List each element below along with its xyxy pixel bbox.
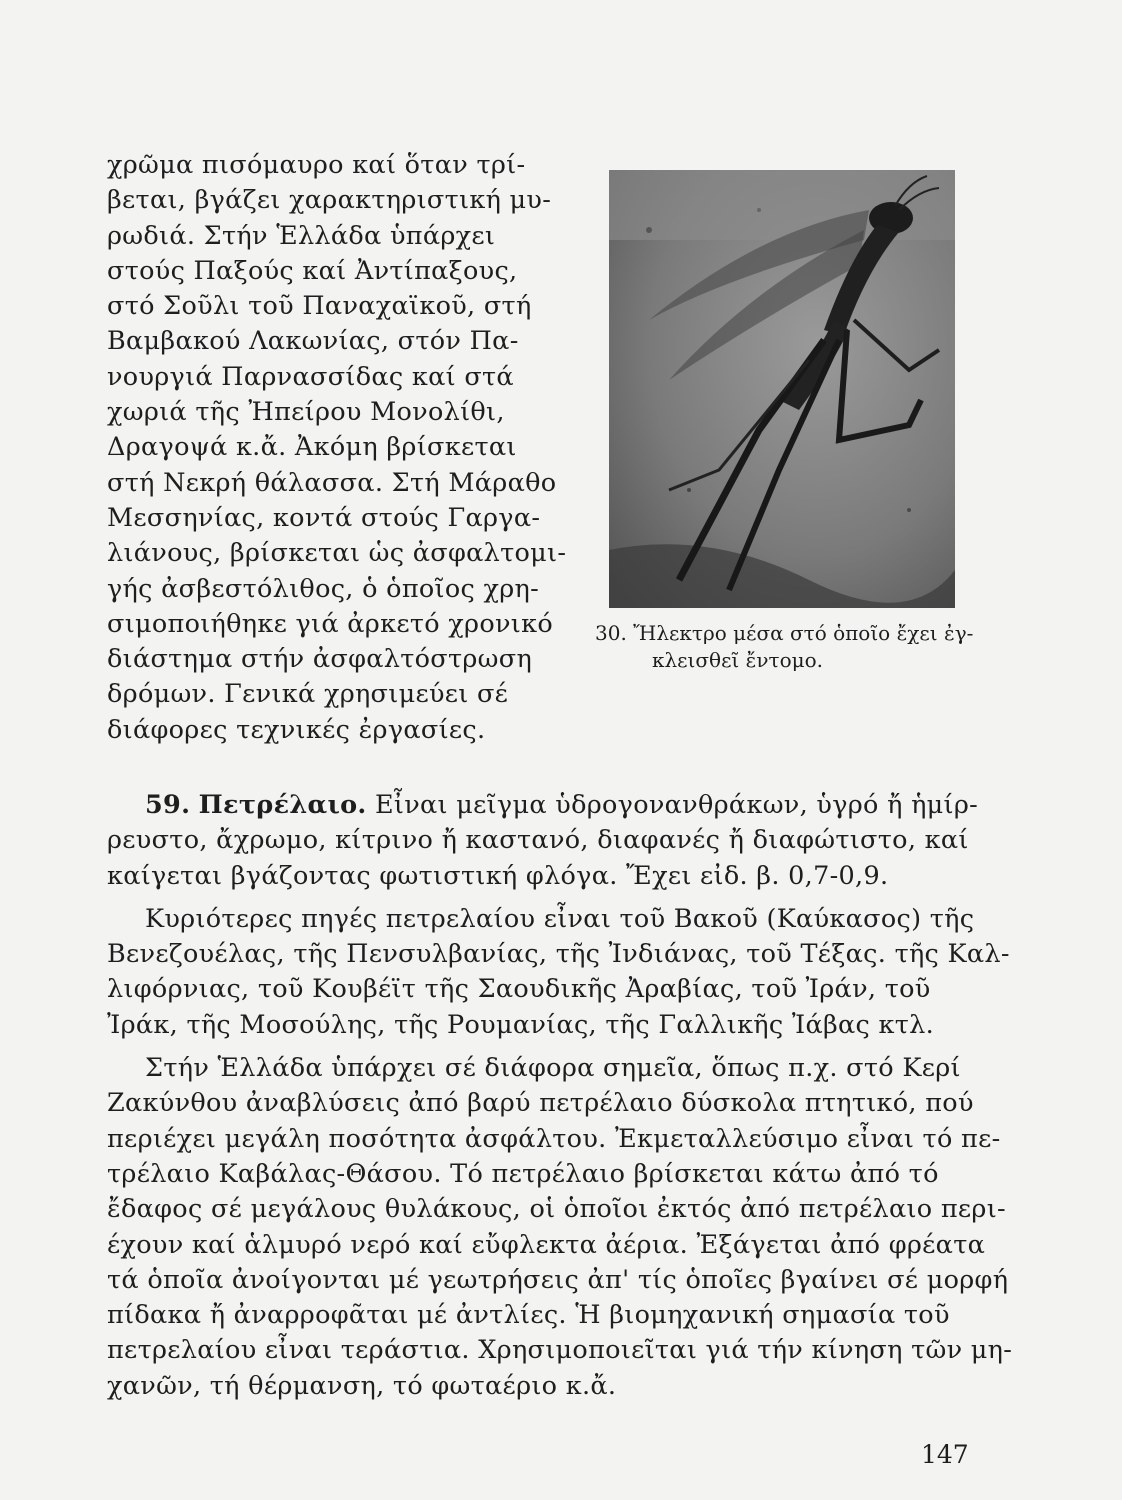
text-line: Κυριότερες πηγές πετρελαίου εἶναι τοῦ Βακοῦ (Καύκασος) τῆς — [145, 903, 975, 934]
text-line: τά ὁποῖα ἀνοίγονται μέ γεωτρήσεις ἀπ' τίς ὁποῖες βγαίνει σέ μορφή — [107, 1264, 1009, 1295]
text-line: στό Σοῦλι τοῦ Παναχαϊκοῦ, στή — [107, 291, 532, 322]
text-line: περιέχει μεγάλη ποσότητα ἀσφάλτου. Ἐκμεταλλεύσιμο εἶναι τό πε- — [107, 1123, 1001, 1154]
text-line: βεται, βγάζει χαρακτηριστική μυ- — [107, 185, 552, 216]
insect-in-amber-image — [609, 170, 955, 608]
amber-insect-photo — [609, 170, 955, 608]
text-line: ρωδιά. Στήν Ἑλλάδα ὑπάρχει — [107, 220, 496, 251]
text-line: Εἶναι μεῖγμα ὑδρογονανθράκων, ὑγρό ἤ ἡμίρ- — [375, 790, 979, 820]
caption-line: 30. Ἤλεκτρο μέσα στό ὁποῖο ἔχει ἐγ- — [595, 621, 974, 645]
text-line: γής ἀσβεστόλιθος, ὁ ὁποῖος χρη- — [107, 573, 540, 604]
text-line: καίγεται βγάζοντας φωτιστική φλόγα. Ἔχει εἰδ. β. 0,7-0,9. — [107, 860, 889, 891]
section-title: Πετρέλαιο. — [198, 790, 367, 820]
text-line: νουργιά Παρνασσίδας καί στά — [107, 361, 514, 392]
text-line: Ζακύνθου ἀναβλύσεις ἀπό βαρύ πετρέλαιο δύσκολα πτητικό, πού — [107, 1088, 974, 1119]
text-line: Βαμβακού Λακωνίας, στόν Πα- — [107, 326, 519, 357]
text-line: στή Νεκρή θάλασσα. Στή Μάραθο — [107, 467, 557, 498]
text-line: χρῶμα πισόμαυρο καί ὅταν τρί- — [107, 150, 526, 180]
text-line: Μεσσηνίας, κοντά στούς Γαργα- — [107, 502, 541, 533]
figure-caption — [595, 620, 985, 674]
page-number: 147 — [921, 1440, 969, 1469]
text-line: σιμοποιήθηκε γιά ἀρκετό χρονικό — [107, 608, 553, 639]
text-line: Βενεζουέλας, τῆς Πενσυλβανίας, τῆς Ἰνδιάνας, τοῦ Τέξας. τῆς Καλ- — [107, 939, 1010, 970]
text-line: ρευστο, ἄχρωμο, κίτρινο ἤ καστανό, διαφανές ἤ διαφώτιστο, καί — [107, 825, 969, 856]
section-heading-line — [107, 788, 979, 823]
text-line: χανῶν, τή θέρμανση, τό φωταέριο κ.ἄ. — [107, 1370, 617, 1401]
text-line: διάστημα στήν ἀσφαλτόστρωση — [107, 644, 533, 675]
text-line: στούς Παξούς καί Ἀντίπαξους, — [107, 255, 518, 286]
text-line: χωριά τῆς Ἠπείρου Μονολίθι, — [107, 397, 505, 428]
text-line: πετρελαίου εἶναι τεράστια. Χρησιμοποιεῖται γιά τήν κίνηση τῶν μη- — [107, 1335, 1013, 1366]
text-line: Στήν Ἑλλάδα ὑπάρχει σέ διάφορα σημεῖα, ὅπως π.χ. στό Κερί — [145, 1053, 961, 1084]
text-line: ἔδαφος σέ μεγάλους θυλάκους, οἱ ὁποῖοι ἐκτός ἀπό πετρέλαιο περι- — [107, 1194, 1006, 1225]
text-line: δρόμων. Γενικά χρησιμεύει σέ — [107, 679, 509, 710]
text-line: έχουν καί ἁλμυρό νερό καί εὔφλεκτα ἀέρια. Ἐξάγεται ἀπό φρέατα — [107, 1229, 986, 1260]
section-number: 59. — [145, 790, 191, 820]
text-line: Δραγοψά κ.ἄ. Ἀκόμη βρίσκεται — [107, 432, 517, 463]
left-column-text — [107, 148, 573, 748]
text-line: τρέλαιο Καβάλας-Θάσου. Τό πετρέλαιο βρίσκεται κάτω ἀπό τό — [107, 1158, 939, 1189]
text-line: λιάνους, βρίσκεται ὡς ἀσφαλτομι- — [107, 538, 567, 569]
text-line: λιφόρνιας, τοῦ Κουβέϊτ τῆς Σαουδικῆς Ἀραβίας, τοῦ Ἰράν, τοῦ — [107, 974, 931, 1005]
text-line: πίδακα ἤ ἀναρροφᾶται μέ ἀντλίες. Ἡ βιομηχανική σημασία τοῦ — [107, 1300, 950, 1331]
caption-line: κλεισθεῖ ἔντομο. — [652, 648, 824, 672]
text-line: Ἰράκ, τῆς Μοσούλης, τῆς Ρουμανίας, τῆς Γαλλικῆς Ἰάβας κτλ. — [107, 1009, 935, 1040]
text-line: διάφορες τεχνικές ἐργασίες. — [107, 714, 486, 745]
section-59-body — [107, 788, 1013, 1404]
